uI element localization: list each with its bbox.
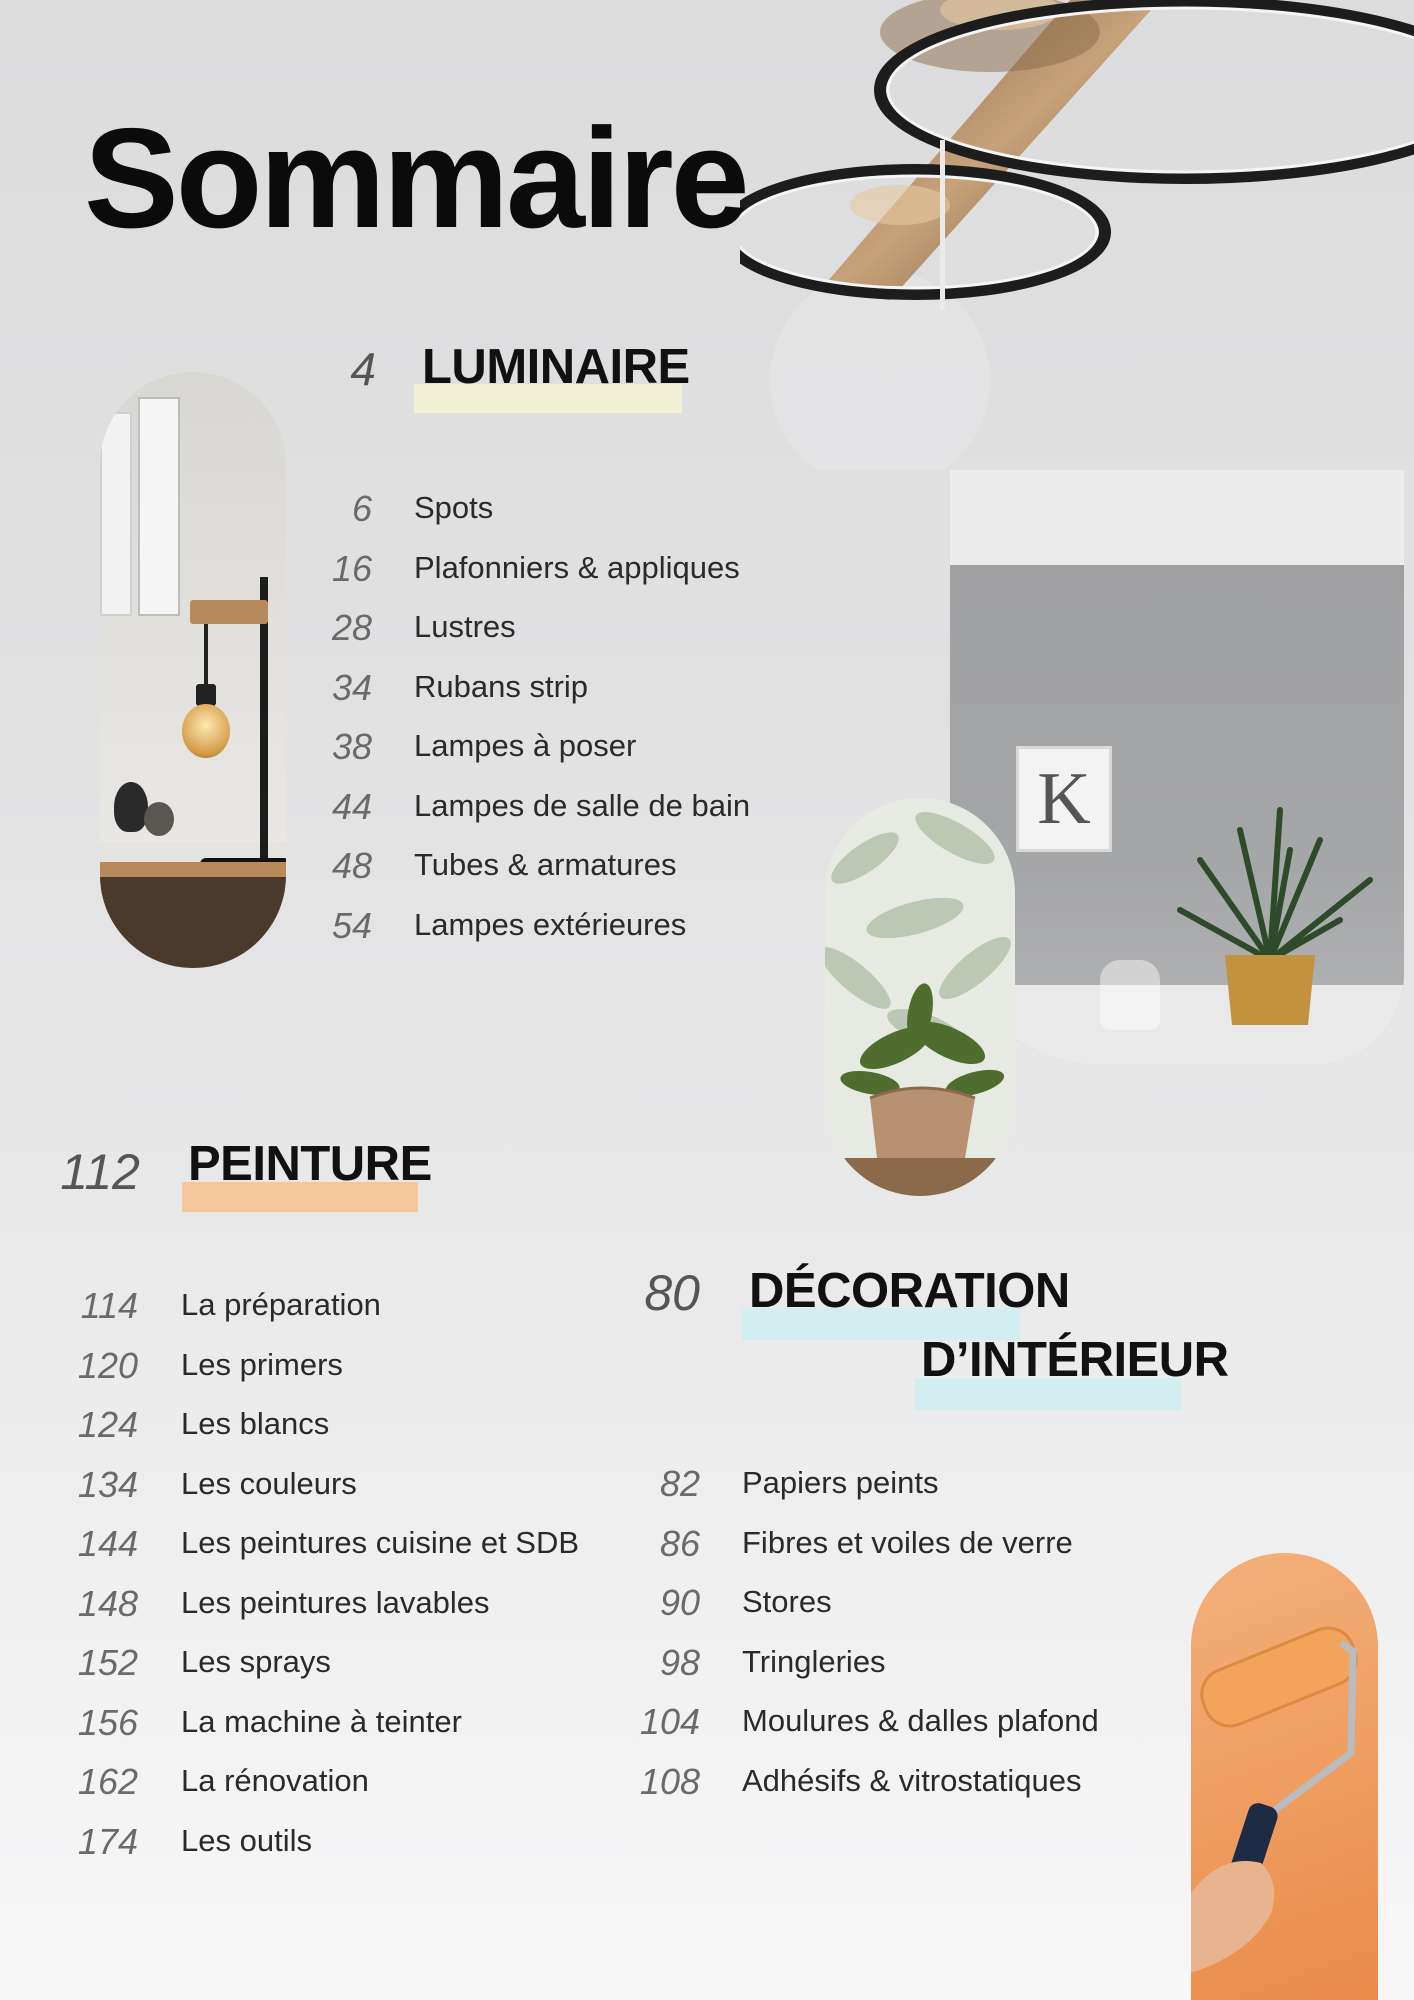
entry-label: Les blancs: [181, 1406, 330, 1441]
entry-page: 98: [659, 1641, 700, 1683]
entry-label: La machine à teinter: [181, 1703, 462, 1739]
decoration-list: [0, 1464, 1150, 1821]
section-luminaire-title: LUMINAIRE: [422, 340, 690, 394]
entry-label: La rénovation: [181, 1763, 369, 1798]
entry-page: 108: [639, 1760, 700, 1802]
section-luminaire-page: 4: [350, 343, 376, 395]
entry-label: Les primers: [181, 1346, 343, 1382]
entry-page: 90: [659, 1582, 700, 1623]
section-peinture-page: 112: [60, 1144, 140, 1200]
list-item[interactable]: [0, 1405, 620, 1465]
entry-page: 104: [639, 1701, 700, 1742]
entry-page: 174: [77, 1820, 138, 1862]
list-item[interactable]: [0, 1346, 620, 1406]
list-item[interactable]: [0, 489, 800, 549]
entry-page: 44: [331, 785, 372, 827]
entry-label: Les peintures lavables: [181, 1584, 490, 1620]
paint-roller-image: [1191, 1553, 1378, 2000]
list-item[interactable]: [0, 787, 800, 847]
entry-label: Adhésifs & vitrostatiques: [742, 1762, 1082, 1798]
entry-label: Moulures & dalles plafond: [742, 1703, 1099, 1738]
list-item[interactable]: [0, 1286, 620, 1346]
list-item[interactable]: [0, 1524, 1150, 1584]
entry-page: 16: [331, 547, 372, 589]
entry-label: Tubes & armatures: [414, 847, 677, 882]
list-item[interactable]: [0, 1822, 620, 1882]
list-item[interactable]: [0, 1464, 1150, 1524]
entry-label: Lampes extérieures: [414, 906, 687, 942]
section-peinture-title: PEINTURE: [188, 1137, 432, 1191]
entry-page: 120: [77, 1344, 138, 1386]
entry-page: 114: [80, 1285, 138, 1326]
entry-label: Rubans strip: [414, 668, 589, 704]
entry-label: Les couleurs: [181, 1465, 357, 1501]
entry-page: 148: [77, 1582, 138, 1624]
entry-page: 6: [351, 488, 372, 529]
section-decoration-title-line1: DÉCORATION: [749, 1264, 1070, 1318]
living-room-image: [950, 470, 1404, 1065]
entry-label: Papiers peints: [742, 1465, 939, 1500]
entry-page: 144: [77, 1523, 138, 1564]
entry-label: Lampes à poser: [414, 728, 637, 763]
entry-page: 156: [77, 1701, 138, 1743]
entry-label: La préparation: [181, 1287, 381, 1322]
leaf-wallpaper-image: [825, 798, 1015, 1196]
entry-label: Plafonniers & appliques: [414, 549, 740, 585]
list-item[interactable]: [0, 727, 800, 787]
list-item[interactable]: [0, 1583, 1150, 1643]
entry-page: 28: [331, 607, 372, 648]
section-decoration-page: 80: [644, 1265, 700, 1321]
list-item[interactable]: [0, 846, 800, 906]
entry-page: 34: [331, 666, 372, 708]
entry-page: 162: [77, 1761, 138, 1802]
entry-page: 124: [77, 1404, 138, 1445]
entry-page: 134: [77, 1463, 138, 1505]
wall-letter-k: K: [1037, 757, 1091, 840]
entry-page: 38: [331, 726, 372, 767]
entry-label: Spots: [414, 490, 494, 525]
list-item[interactable]: [0, 1702, 1150, 1762]
entry-label: Lampes de salle de bain: [414, 787, 751, 823]
entry-page: 86: [659, 1522, 700, 1564]
list-item[interactable]: [0, 668, 800, 728]
section-decoration-title-line2: D’INTÉRIEUR: [921, 1333, 1229, 1387]
ceiling-ring-light-image: [740, 0, 1414, 470]
entry-label: Lustres: [414, 609, 516, 644]
luminaire-list: [0, 489, 800, 965]
entry-label: Tringleries: [742, 1643, 886, 1679]
entry-page: 48: [331, 845, 372, 886]
list-item[interactable]: [0, 1762, 1150, 1822]
list-item[interactable]: [0, 906, 800, 966]
list-item[interactable]: [0, 549, 800, 609]
entry-page: 82: [659, 1463, 700, 1504]
list-item[interactable]: [0, 608, 800, 668]
entry-label: Les sprays: [181, 1644, 331, 1679]
entry-page: 54: [331, 904, 372, 946]
list-item[interactable]: [0, 1643, 1150, 1703]
entry-label: Les peintures cuisine et SDB: [181, 1525, 580, 1560]
entry-label: Fibres et voiles de verre: [742, 1524, 1073, 1560]
page-title: Sommaire: [84, 99, 747, 258]
entry-page: 152: [77, 1642, 138, 1683]
entry-label: Stores: [742, 1584, 832, 1619]
entry-label: Les outils: [181, 1822, 312, 1858]
